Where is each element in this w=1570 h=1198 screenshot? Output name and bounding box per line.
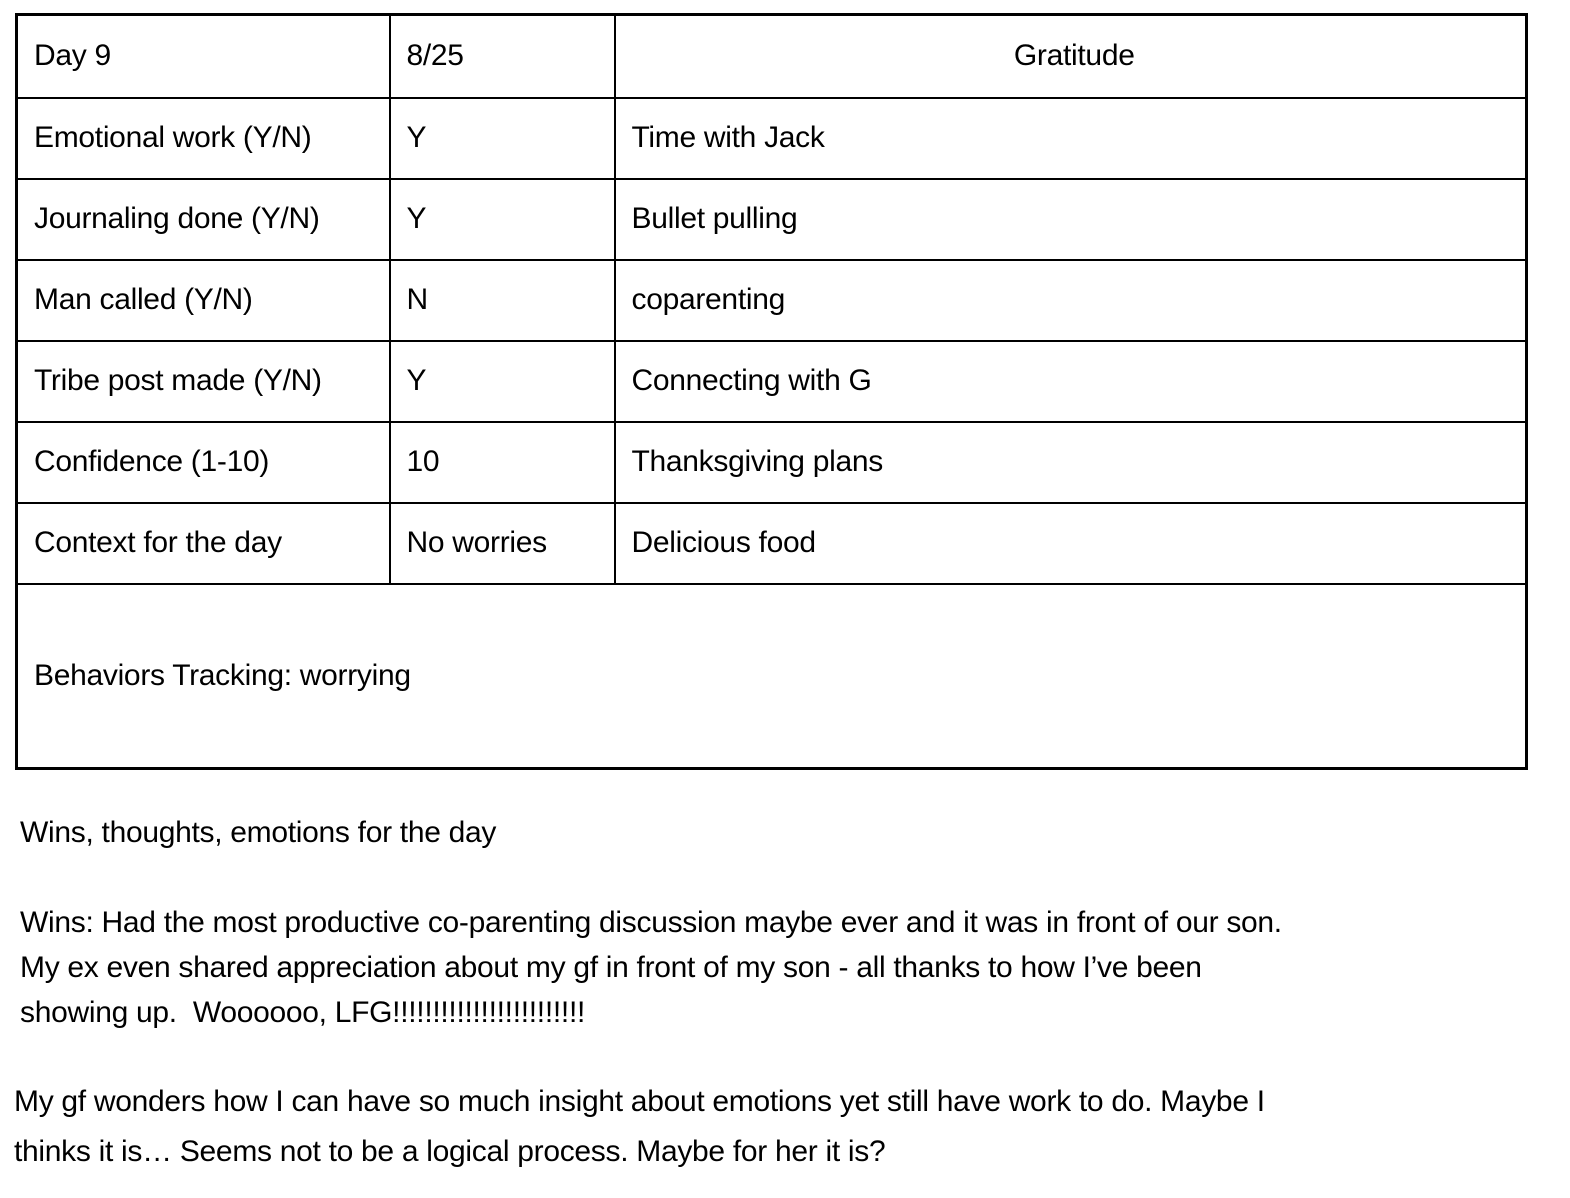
table-row-confidence — [17, 422, 1527, 503]
row-gratitude-cell: Delicious food — [615, 503, 1527, 584]
gratitude-header-cell: Gratitude — [615, 15, 1527, 98]
row-value-cell: Y — [390, 98, 615, 179]
wins-line: Wins: Had the most productive co-parenting discussion maybe ever and it was in front of our son. — [20, 906, 1282, 939]
table-row-context — [17, 503, 1527, 584]
row-value-cell: 10 — [390, 422, 615, 503]
row-label-cell: Man called (Y/N) — [17, 260, 390, 341]
row-value-cell: Y — [390, 179, 615, 260]
notes-section — [0, 810, 1570, 1177]
row-gratitude-cell: Thanksgiving plans — [615, 422, 1527, 503]
row-value-cell: No worries — [390, 503, 615, 584]
reflection-line: My gf wonders how I can have so much insight about emotions yet still have work to do. Maybe I — [14, 1085, 1265, 1118]
row-gratitude-cell: Bullet pulling — [615, 179, 1527, 260]
table-row-journaling-done — [17, 179, 1527, 260]
row-gratitude-cell: coparenting — [615, 260, 1527, 341]
row-label-cell: Emotional work (Y/N) — [17, 98, 390, 179]
row-label-cell: Tribe post made (Y/N) — [17, 341, 390, 422]
wins-line: showing up. Woooooo, LFG!!!!!!!!!!!!!!!!!!!!!!!! — [20, 996, 586, 1029]
table-header-row — [17, 15, 1527, 98]
row-label-cell: Journaling done (Y/N) — [17, 179, 390, 260]
table-row-man-called — [17, 260, 1527, 341]
row-gratitude-cell: Connecting with G — [615, 341, 1527, 422]
behaviors-tracking-cell: Behaviors Tracking: worrying — [17, 584, 1527, 769]
date-header-cell: 8/25 — [390, 15, 615, 98]
day-header-cell: Day 9 — [17, 15, 390, 98]
wins-paragraph — [0, 900, 1570, 1035]
row-value-cell: N — [390, 260, 615, 341]
row-label-cell: Confidence (1-10) — [17, 422, 390, 503]
daily-tracking-table — [15, 13, 1528, 770]
table-row-tribe-post — [17, 341, 1527, 422]
wins-line: My ex even shared appreciation about my gf in front of my son - all thanks to how I’ve been — [20, 951, 1202, 984]
reflection-line: thinks it is… Seems not to be a logical process. Maybe for her it is? — [14, 1135, 886, 1168]
row-value-cell: Y — [390, 341, 615, 422]
row-gratitude-cell: Time with Jack — [615, 98, 1527, 179]
notes-heading: Wins, thoughts, emotions for the day — [20, 816, 497, 849]
table-row-emotional-work — [17, 98, 1527, 179]
behaviors-tracking-row — [17, 584, 1527, 769]
reflection-paragraph — [0, 1077, 1570, 1177]
row-label-cell: Context for the day — [17, 503, 390, 584]
